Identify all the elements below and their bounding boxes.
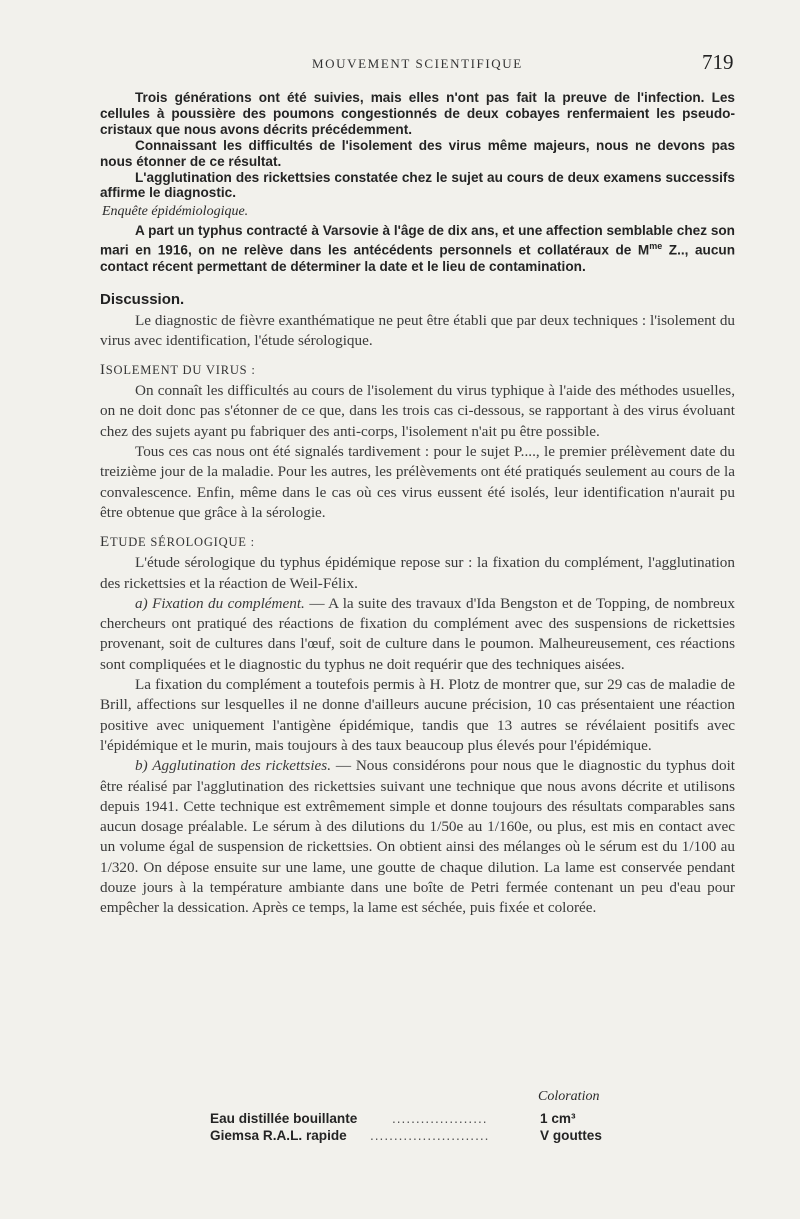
running-head: MOUVEMENT SCIENTIFIQUE bbox=[312, 56, 523, 71]
reagent-quantity: V gouttes bbox=[540, 1128, 602, 1143]
leader-dots: ......................... bbox=[370, 1128, 490, 1143]
paragraph-plotz-results: La fixation du complément a toutefois permis à H. Plotz de montrer que, sur 29 cas de maladie de Brill, affections sur lesquelles il ne donne d'ailleurs aucune précision, 10 cas présentaient une réaction positive avec uniquement l'antigène épidémique, tandis que 13 autres se révélaient positifs avec l'épidémique et le murin, mais toujours à des taux beaucoup plus élevés pour l'épidémique. bbox=[100, 676, 735, 754]
reagent-quantity: 1 cm³ bbox=[540, 1111, 576, 1126]
paragraph-serology-basis: L'étude sérologique du typhus épidémique repose sur : la fixation du complément, l'agglutination des rickettsies et la réaction de Weil-Félix. bbox=[100, 554, 735, 592]
paragraph-late-reports: Tous ces cas nous ont été signalés tardivement : pour le sujet P...., le premier prélèvement date du treizième jour de la maladie. Pour les autres, les prélèvements ont été pratiqués seulement au cours de la convalescence. Enfin, même dans le cas où ces virus eussent été isolés, leur identification n'aurait pu être obtenue que grâce à la sérologie. bbox=[100, 443, 735, 521]
table-row bbox=[210, 1128, 630, 1146]
page-number: 719 bbox=[702, 50, 734, 74]
paragraph-agglutination: L'agglutination des rickettsies constatée chez le sujet au cours de deux examens successifs affirme le diagnostic. bbox=[100, 169, 735, 201]
paragraph-isolation-methods: On connaît les difficultés au cours de l'isolement du virus typhique à l'aide des méthodes usuelles, on ne doit donc pas s'étonner de ce que, dans les trois cas ci-dessous, se rapportant à des virus évoluant chez des sujets ayant pu fabriquer des anti-corps, l'isolement n'ait pu être possible. bbox=[100, 382, 735, 440]
paragraph-generations: Trois générations ont été suivies, mais elles n'ont pas fait la preuve de l'infection. Les cellules à poussière des poumons congestionnés de deux cobayes renfermaient les pseudo-cristaux que nous avons décrits précédemment. bbox=[100, 90, 735, 137]
paragraph-isolation-difficulty: Connaissant les difficultés de l'isolement des virus même majeurs, nous ne devons pas nous étonner de ce résultat. bbox=[100, 137, 735, 169]
paragraph-epidemiology: A part un typhus contracté à Varsovie à l'âge de dix ans, et une affection semblable chez son mari en 1916, on ne relève dans les antécédents personnels et collatéraux de $M^{me}$ Z.., aucun contact récent permettant de déterminer la date et le lieu de contamination. bbox=[100, 223, 736, 274]
case-summary-block bbox=[100, 90, 735, 275]
reagent-label: Giemsa R.A.L. rapide bbox=[210, 1128, 347, 1143]
table-row bbox=[210, 1111, 630, 1129]
page-header bbox=[0, 50, 800, 80]
paragraph-complement-fixation: a) Fixation du complément. — A la suite des travaux d'Ida Bengston et de Topping, de nombreux chercheurs ont pratiqué des réactions de fixation du complément avec des suspensions de rickettsies provenant, soit de cultures dans l'œuf, soit de culture dans le poumon. Malheureusement, ces réactions sont compliquées et le diagnostic du typhus ne doit requérir que des techniques aisées. bbox=[100, 594, 735, 673]
page-content bbox=[100, 90, 735, 919]
leader-dots: .................... bbox=[392, 1111, 488, 1126]
discussion-body bbox=[100, 311, 735, 919]
coloration-column-header: Coloration bbox=[538, 1089, 600, 1104]
section-title-discussion: Discussion. bbox=[100, 290, 185, 308]
subheading-epidemiological-survey: Enquête épidémiologique. bbox=[102, 204, 249, 220]
paragraph-diagnosis-techniques: Le diagnostic de fièvre exanthématique ne peut être établi que par deux techniques : l'isolement du virus avec identification, l'étude sérologique. bbox=[100, 311, 735, 349]
paragraph-rickettsia-agglutination: b) Agglutination des rickettsies. — Nous considérons pour nous que le diagnostic du typhus doit être réalisé par l'agglutination des rickettsies suivant une technique que nous avons décrite et utilisons depuis 1941. Cette technique est extrêmement simple et donne toujours des résultats comparables sans aucun dosage préalable. Le sérum à des dilutions du 1/50e au 1/160e, ou plus, est mis en contact avec un volume égal de suspension de rickettsies. On obtient ainsi des mélanges où le sérum est du 1/100 au 1/320. On dépose ensuite sur une lame, une goutte de chaque dilution. La lame est conservée pendant douze jours à la température ambiante dans une boîte de Petri fermée contenant un peu d'eau pour empêcher la dessication. Après ce temps, la lame est séchée, puis fixée et colorée. bbox=[100, 757, 736, 917]
reagent-label: Eau distillée bouillante bbox=[210, 1111, 358, 1126]
subheading-virus-isolation: ISOLEMENT DU VIRUS : bbox=[100, 362, 256, 379]
subheading-serological-study: ETUDE SÉROLOGIQUE : bbox=[100, 534, 255, 551]
